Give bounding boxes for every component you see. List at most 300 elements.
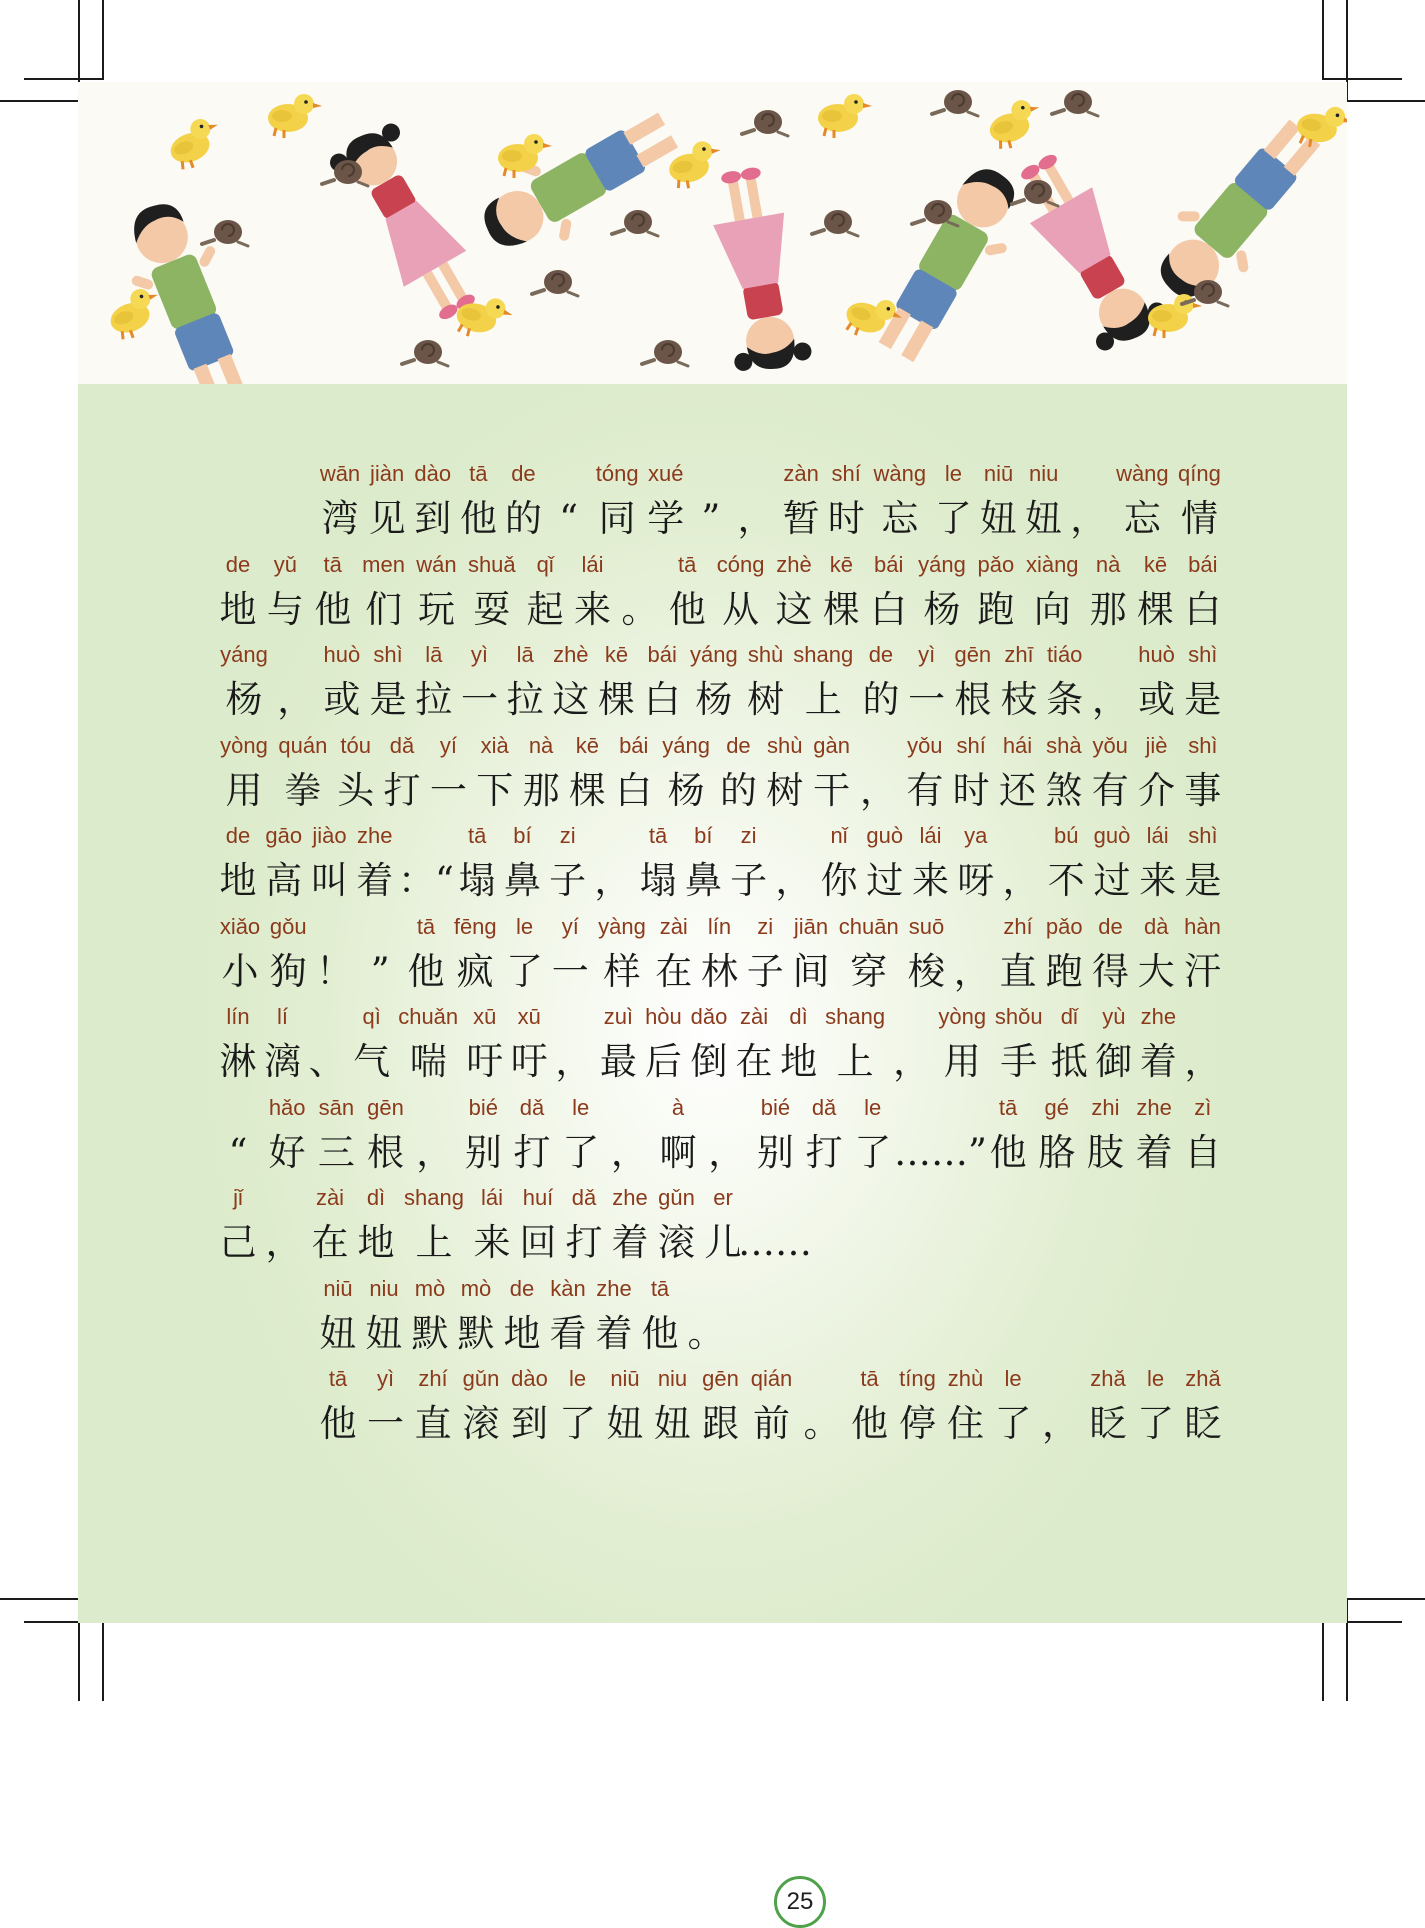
character-cell <box>897 1361 938 1451</box>
character-cell <box>654 909 694 999</box>
character-cell <box>729 818 769 908</box>
character-cell <box>802 1361 842 1451</box>
boy-figure <box>466 90 691 274</box>
character-cell <box>1183 637 1223 727</box>
hanzi: ， <box>1070 497 1108 540</box>
crop-mark-top-left-h <box>24 78 104 80</box>
hanzi: 三 <box>317 1131 355 1174</box>
character-cell <box>1094 999 1134 1089</box>
character-cell <box>465 999 505 1089</box>
hanzi: 白 <box>643 678 681 721</box>
hanzi: 妞 <box>1025 497 1063 540</box>
character-cell <box>554 999 594 1089</box>
character-cell <box>276 637 316 727</box>
pinyin: tā <box>416 914 436 939</box>
character-cell <box>999 637 1039 727</box>
hanzi: 白 <box>870 588 908 631</box>
hanzi: 过 <box>866 859 904 902</box>
pinyin: bié <box>760 1095 791 1120</box>
girl-figure <box>702 163 814 376</box>
hanzi: 上 <box>836 1040 874 1083</box>
page-number: 25 <box>774 1876 826 1928</box>
hanzi: 向 <box>1033 588 1071 631</box>
pinyin: à <box>671 1095 685 1120</box>
pinyin: zhe <box>356 823 393 848</box>
pinyin: lín <box>707 914 732 939</box>
pinyin: kē <box>604 642 629 667</box>
character-cell <box>642 637 682 727</box>
pinyin: zi <box>740 823 757 848</box>
character-cell <box>993 1361 1033 1451</box>
pinyin: yáng <box>918 552 966 577</box>
pinyin: niū <box>610 1366 640 1391</box>
character-cell <box>1085 1090 1125 1180</box>
pinyin: lā <box>516 642 534 667</box>
character-cell <box>688 637 740 727</box>
pinyin: tiáo <box>1046 642 1083 667</box>
pinyin: lái <box>1146 823 1169 848</box>
hanzi: 小 <box>221 950 259 993</box>
character-cell <box>823 999 887 1089</box>
character-cell <box>905 728 945 818</box>
hanzi: 介 <box>1138 769 1176 812</box>
pinyin: gǒu <box>269 914 307 939</box>
pinyin: zhè <box>553 642 589 667</box>
pinyin: dǎ <box>519 1095 545 1120</box>
pinyin: huò <box>323 642 361 667</box>
hanzi: 或 <box>1138 678 1176 721</box>
hanzi: 不 <box>1047 859 1085 902</box>
hanzi: 枝 <box>1000 678 1038 721</box>
character-cell <box>558 1361 598 1451</box>
hanzi: 棵 <box>598 678 635 721</box>
pinyin: yòng <box>220 733 268 758</box>
character-cell <box>318 456 362 546</box>
pinyin: chuān <box>838 914 899 939</box>
pinyin: shí <box>956 733 986 758</box>
character-cell <box>336 728 376 818</box>
pinyin: nà <box>528 733 554 758</box>
crop-mark-bottom-left-h2 <box>0 1598 80 1600</box>
character-cell <box>745 909 785 999</box>
hanzi: 滚 <box>658 1221 695 1264</box>
character-cell <box>475 728 515 818</box>
hanzi: 到 <box>511 1402 548 1445</box>
hanzi: 的 <box>719 769 757 812</box>
character-cell <box>360 547 407 637</box>
pinyin: zhǎ <box>1090 1366 1126 1391</box>
hanzi: 根 <box>954 678 992 721</box>
character-cell <box>1176 456 1223 546</box>
pinyin: shǒu <box>994 1004 1043 1029</box>
character-cell <box>364 1271 404 1361</box>
hanzi: 穿 <box>850 950 888 993</box>
character-cell <box>457 818 497 908</box>
pinyin: shì <box>1188 733 1218 758</box>
hanzi: 头 <box>337 769 375 812</box>
character-cell <box>653 1361 693 1451</box>
character-cell <box>548 1271 588 1361</box>
pinyin: shì <box>1188 642 1218 667</box>
pinyin: hái <box>1002 733 1033 758</box>
pinyin: dì <box>366 1185 386 1210</box>
text-panel <box>78 384 1347 1915</box>
pinyin: zhe <box>1140 1004 1177 1029</box>
hanzi: 学 <box>647 497 685 540</box>
pinyin: niu <box>1028 461 1059 486</box>
character-cell <box>415 1090 455 1180</box>
character-cell <box>779 999 819 1089</box>
text-line <box>218 1180 812 1270</box>
character-cell <box>853 1090 893 1180</box>
pinyin: qián <box>750 1366 793 1391</box>
hanzi: 、 <box>308 1040 346 1083</box>
pinyin: chuǎn <box>398 1004 459 1029</box>
character-cell <box>573 547 613 637</box>
character-cell <box>268 909 309 999</box>
hanzi: 狗 <box>269 950 307 993</box>
hanzi: 地 <box>219 859 257 902</box>
character-cell <box>1137 728 1177 818</box>
pinyin: dì <box>789 1004 808 1029</box>
pinyin: dào <box>511 1366 548 1391</box>
crop-mark-top-right-h2 <box>1346 100 1425 102</box>
pinyin: lái <box>919 823 942 848</box>
pinyin: le <box>944 461 962 486</box>
hanzi: ， <box>893 1040 931 1083</box>
hanzi: 地 <box>503 1312 541 1355</box>
text-line <box>218 728 1223 818</box>
hanzi: 时 <box>952 769 990 812</box>
hanzi: “ <box>228 1131 248 1174</box>
character-cell <box>218 728 270 818</box>
hanzi: 呀 <box>957 859 995 902</box>
hanzi: 住 <box>947 1402 984 1445</box>
character-cell <box>700 1361 741 1451</box>
hanzi: 看 <box>549 1312 587 1355</box>
hanzi: 了 <box>506 950 543 993</box>
hanzi: 叫 <box>310 859 348 902</box>
pinyin: xué <box>648 461 684 486</box>
hanzi: 子 <box>549 859 587 902</box>
hanzi: 打 <box>565 1221 603 1264</box>
hanzi: 棵 <box>568 769 606 812</box>
hanzi: ， <box>775 859 813 902</box>
pinyin: shang <box>825 1004 886 1029</box>
hanzi: 高 <box>265 859 303 902</box>
hanzi: ， <box>277 678 315 721</box>
hanzi: 。 <box>687 1312 725 1355</box>
hanzi: ， <box>708 1131 746 1174</box>
character-cell <box>988 1090 1028 1180</box>
pinyin: de <box>225 823 251 848</box>
pinyin: tā <box>678 552 697 577</box>
pinyin: zhù <box>947 1366 984 1391</box>
hanzi: 打 <box>513 1131 551 1174</box>
character-cell <box>979 456 1019 546</box>
pinyin: sān <box>318 1095 355 1120</box>
character-cell <box>1049 999 1089 1089</box>
character-cell <box>402 1180 466 1270</box>
hanzi: 根 <box>367 1131 405 1174</box>
character-cell <box>826 456 866 546</box>
character-cell <box>1088 547 1128 637</box>
character-cell <box>1001 818 1041 908</box>
character-cell <box>614 728 654 818</box>
hanzi: 了 <box>1137 1402 1174 1445</box>
pinyin: yáng <box>690 642 738 667</box>
pinyin: gàn <box>813 733 850 758</box>
hanzi: 见 <box>368 497 406 540</box>
hanzi: 样 <box>603 950 641 993</box>
hanzi: 他 <box>319 1402 357 1445</box>
hanzi: 别 <box>756 1131 794 1174</box>
character-cell <box>1183 1090 1223 1180</box>
character-cell <box>593 818 633 908</box>
hanzi: 来 <box>912 859 950 902</box>
character-cell <box>598 999 638 1089</box>
pinyin: yì <box>470 642 488 667</box>
pinyin: zi <box>757 914 774 939</box>
pinyin: shuǎ <box>467 552 516 577</box>
character-cell <box>819 818 859 908</box>
pinyin: le <box>1146 1366 1165 1391</box>
hanzi: 地 <box>357 1221 395 1264</box>
hanzi: 大 <box>1137 950 1175 993</box>
character-cell <box>503 456 543 546</box>
character-cell <box>1183 818 1223 908</box>
hanzi: 儿 <box>704 1221 742 1264</box>
pinyin: zhi <box>1091 1095 1120 1120</box>
hanzi: 自 <box>1184 1131 1222 1174</box>
hanzi: 来 <box>473 1221 511 1264</box>
pinyin: xià <box>480 733 509 758</box>
hanzi: 。 <box>621 588 659 631</box>
pinyin: xū <box>473 1004 497 1029</box>
character-cell <box>691 456 731 546</box>
pinyin: tā <box>328 1366 348 1391</box>
pinyin: nǐ <box>830 823 848 848</box>
pinyin: zi <box>559 823 576 848</box>
hanzi: 他 <box>459 497 497 540</box>
character-cell <box>1090 728 1130 818</box>
pinyin: dà <box>1144 914 1169 939</box>
character-cell <box>352 999 392 1089</box>
pinyin: huò <box>1138 642 1175 667</box>
pinyin: yáng <box>662 733 710 758</box>
pinyin: xū <box>517 1004 541 1029</box>
pinyin: zhī <box>1004 642 1034 667</box>
boy-figure <box>106 190 270 384</box>
character-cell <box>413 1361 453 1451</box>
character-cell <box>505 637 545 727</box>
character-cell <box>951 728 991 818</box>
hanzi: 在 <box>311 1221 349 1264</box>
character-cell <box>656 1180 697 1270</box>
hanzi: 后 <box>644 1040 682 1083</box>
character-cell <box>1024 547 1081 637</box>
pinyin: kàn <box>550 1276 586 1301</box>
hanzi: 最 <box>599 1040 637 1083</box>
character-cell <box>933 456 973 546</box>
pinyin: gēn <box>367 1095 404 1120</box>
hanzi: 这 <box>552 678 590 721</box>
pinyin: fēng <box>453 914 497 939</box>
hanzi: 白 <box>615 769 653 812</box>
character-cell <box>382 728 422 818</box>
hanzi: 煞 <box>1045 769 1083 812</box>
hanzi: 滚 <box>462 1402 500 1445</box>
pinyin: ya <box>964 823 988 848</box>
hanzi: 从 <box>722 588 760 631</box>
pinyin: jiān <box>793 914 829 939</box>
pinyin: lí <box>277 1004 289 1029</box>
character-cell <box>264 1180 304 1270</box>
character-cell <box>952 637 993 727</box>
character-cell <box>774 818 814 908</box>
hanzi: 的 <box>862 678 900 721</box>
text-line <box>218 999 1223 1089</box>
character-cell <box>858 728 898 818</box>
pinyin: dǎo <box>690 1004 728 1029</box>
character-cell <box>811 728 852 818</box>
character-cell <box>564 1180 604 1270</box>
character-cell <box>356 1180 396 1270</box>
hanzi: 白 <box>1184 588 1222 631</box>
pinyin: bái <box>873 552 904 577</box>
hanzi: 一 <box>460 678 498 721</box>
pinyin: de <box>509 1276 535 1301</box>
character-cell <box>321 637 362 727</box>
hanzi: 树 <box>766 769 804 812</box>
hanzi: 好 <box>268 1131 306 1174</box>
hanzi: 梭 <box>908 950 945 993</box>
hanzi: 用 <box>225 769 263 812</box>
character-cell <box>1136 637 1177 727</box>
character-cell <box>472 1180 512 1270</box>
character-cell <box>452 909 499 999</box>
hanzi: 一 <box>908 678 946 721</box>
pinyin: yàng <box>598 914 646 939</box>
hanzi: 棵 <box>1136 588 1174 631</box>
character-cell <box>263 818 304 908</box>
hanzi: 杨 <box>225 678 263 721</box>
pinyin: le <box>1004 1366 1022 1391</box>
crop-mark-bottom-left-v <box>102 1621 104 1701</box>
pinyin: pǎo <box>977 552 1015 577</box>
hanzi: 着 <box>356 859 394 902</box>
boy-figure <box>856 150 1040 375</box>
pinyin: xiǎo <box>219 914 261 939</box>
character-cell <box>1044 728 1084 818</box>
character-cell <box>605 1361 645 1451</box>
pinyin: de <box>1098 914 1123 939</box>
hanzi: ， <box>265 1221 303 1264</box>
character-cell <box>1136 1361 1176 1451</box>
character-cell <box>804 1090 844 1180</box>
pinyin: shí <box>831 461 861 486</box>
character-cell <box>643 999 684 1089</box>
character-cell <box>218 999 258 1089</box>
pinyin: zhè <box>776 552 812 577</box>
hanzi: 漓 <box>264 1040 302 1083</box>
hanzi: 暂 <box>782 497 820 540</box>
pinyin: niū <box>983 461 1014 486</box>
pinyin: de <box>726 733 751 758</box>
character-cell <box>461 1361 502 1451</box>
hanzi: 还 <box>999 769 1036 812</box>
pinyin: mò <box>414 1276 446 1301</box>
character-cell <box>998 909 1038 999</box>
hanzi: 起 <box>526 588 564 631</box>
pinyin: huí <box>522 1185 554 1210</box>
character-cell <box>414 547 458 637</box>
hanzi: 着 <box>595 1312 633 1355</box>
hanzi: 眨 <box>1184 1402 1222 1445</box>
pinyin: gēn <box>702 1366 739 1391</box>
hanzi: 上 <box>415 1221 453 1264</box>
character-cell <box>512 1090 552 1180</box>
character-cell <box>502 1271 542 1361</box>
hanzi: …… <box>738 1221 812 1264</box>
hanzi: ， <box>555 1040 593 1083</box>
pinyin: jiè <box>1145 733 1168 758</box>
character-cell <box>1136 909 1176 999</box>
pinyin: shù <box>747 642 784 667</box>
pinyin: lín <box>226 1004 250 1029</box>
character-cell <box>309 818 349 908</box>
pinyin: zhí <box>418 1366 448 1391</box>
pinyin: gǔn <box>658 1185 695 1210</box>
pinyin: shang <box>793 642 854 667</box>
hanzi: 他 <box>641 1312 679 1355</box>
hanzi: 或 <box>323 678 361 721</box>
pinyin: zhǎ <box>1185 1366 1221 1391</box>
character-cell <box>505 909 545 999</box>
pinyin: yì <box>376 1366 395 1391</box>
pinyin: cóng <box>716 552 765 577</box>
pinyin: qíng <box>1178 461 1221 486</box>
hanzi: 情 <box>1180 497 1218 540</box>
pinyin: lā <box>425 642 443 667</box>
character-cell <box>521 728 561 818</box>
character-cell <box>646 456 686 546</box>
hanzi: 你 <box>820 859 858 902</box>
character-cell <box>620 547 660 637</box>
hanzi: 在 <box>735 1040 773 1083</box>
character-cell <box>640 1271 680 1361</box>
character-cell <box>871 456 928 546</box>
character-cell <box>458 456 498 546</box>
character-cell <box>1091 909 1131 999</box>
hanzi: ， <box>1091 678 1129 721</box>
hanzi: 了 <box>559 1402 596 1445</box>
pinyin: yù <box>1102 1004 1126 1029</box>
hanzi: ， <box>737 497 775 540</box>
character-cell <box>218 1180 258 1270</box>
character-cell <box>956 818 996 908</box>
pinyin: men <box>362 552 405 577</box>
character-cell <box>307 999 347 1089</box>
character-cell <box>1044 909 1085 999</box>
hanzi: 停 <box>899 1402 936 1445</box>
hanzi: 们 <box>365 588 403 631</box>
character-cell <box>821 547 861 637</box>
hanzi: 鼻 <box>684 859 722 902</box>
hanzi: 淋 <box>219 1040 257 1083</box>
hanzi: 有 <box>1091 769 1129 812</box>
character-cell <box>594 1271 634 1361</box>
